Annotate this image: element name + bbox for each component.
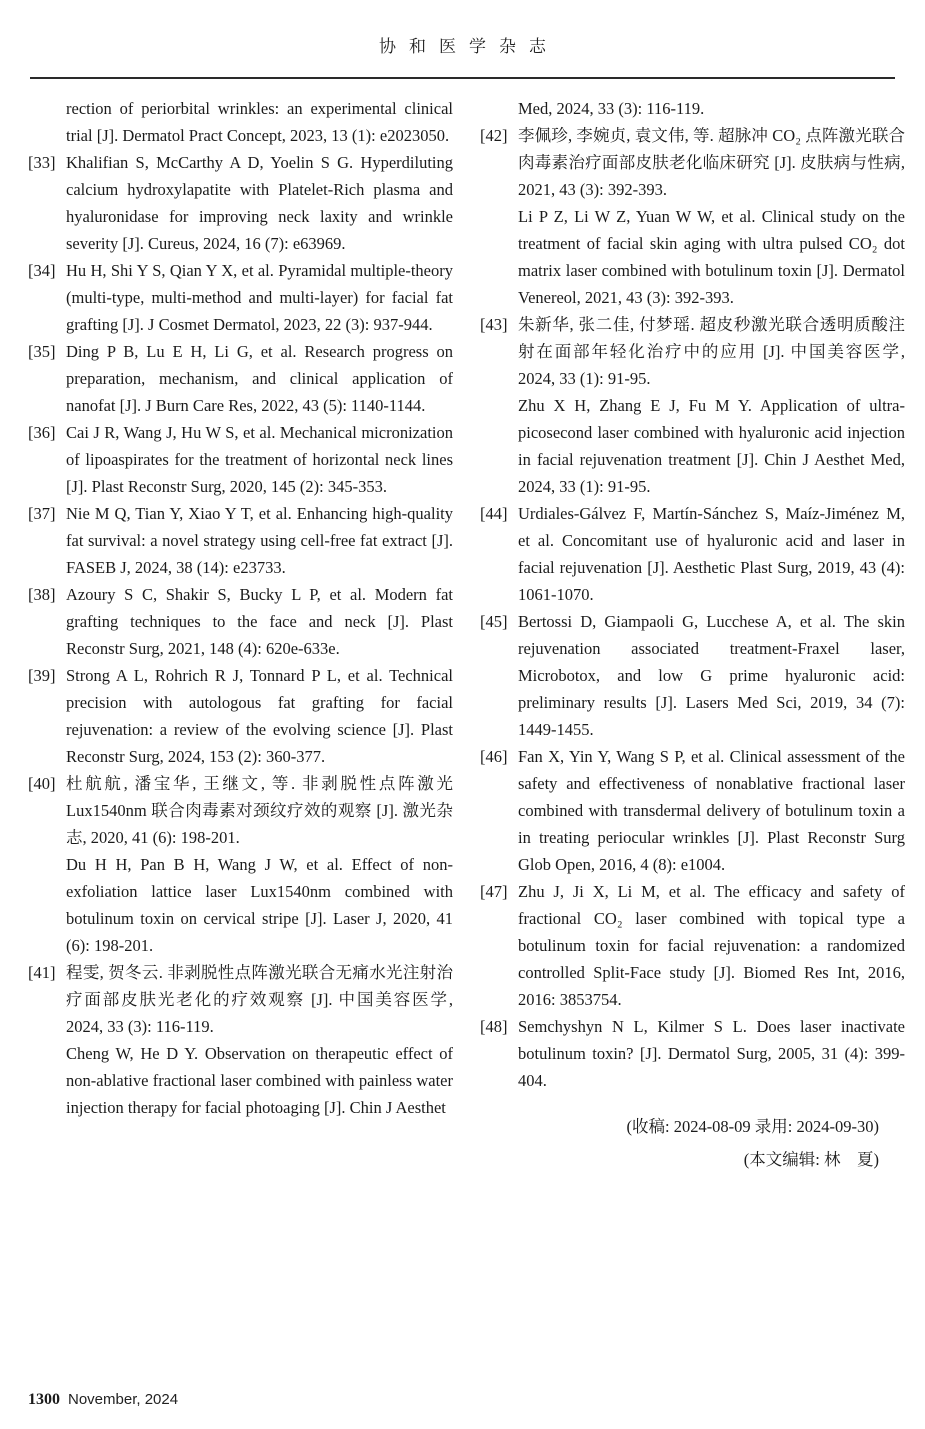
reference-text-zh: 朱新华, 张二佳, 付梦瑶. 超皮秒激光联合透明质酸注射在面部年轻化治疗中的应用 [J]. 中国美容医学, 2024, 33 (1): 91-95.	[518, 315, 905, 388]
reference-item-36	[28, 419, 453, 500]
reference-text: Ding P B, Lu E H, Li G, et al. Research progress on preparation, mechanism, and clinical application of nanofat [J]. J Burn Care Res, 2022, 43 (5): 1140-1144.	[66, 342, 453, 415]
reference-text: Zhu J, Ji X, Li M, et al. The efficacy and safety of fractional CO₂ laser combined with topical type a botulinum toxin for facial rejuvenation: a randomized controlled Split-Face study [J]. Biomed Res Int, 2016, 2016: 3853754.	[518, 882, 905, 1009]
reference-number: [40]	[28, 774, 56, 793]
reference-number: [36]	[28, 423, 56, 442]
reference-item-44	[480, 500, 905, 608]
reference-number: [35]	[28, 342, 56, 361]
reference-number: [48]	[480, 1017, 508, 1036]
received-accepted-note: (收稿: 2024-08-09 录用: 2024-09-30)	[626, 1117, 879, 1136]
left-column	[28, 95, 453, 1176]
reference-item-46	[480, 743, 905, 878]
reference-text: Hu H, Shi Y S, Qian Y X, et al. Pyramidal multiple-theory (multi-type, multi-method and multi-layer) for facial fat grafting [J]. J Cosmet Dermatol, 2023, 22 (3): 937-944.	[66, 261, 453, 334]
reference-number: [38]	[28, 585, 56, 604]
reference-text: Fan X, Yin Y, Wang S P, et al. Clinical assessment of the safety and effectiveness of nonablative fractional laser combined with transdermal delivery of botulinum toxin a in treating periocular wrinkles [J]. Plast Reconstr Surg Glob Open, 2016, 4 (8): e1004.	[518, 747, 905, 874]
reference-item-40	[28, 770, 453, 959]
reference-item-33	[28, 149, 453, 257]
reference-number: [43]	[480, 315, 508, 334]
reference-number: [34]	[28, 261, 56, 280]
manuscript-notes	[480, 1110, 905, 1176]
reference-text-zh: 杜航航, 潘宝华, 王继文, 等. 非剥脱性点阵激光 Lux1540nm 联合肉毒素对颈纹疗效的观察 [J]. 激光杂志, 2020, 41 (6): 198-201.	[66, 774, 453, 847]
page-footer	[28, 1391, 178, 1409]
reference-number: [41]	[28, 963, 56, 982]
reference-number: [42]	[480, 126, 508, 145]
references-section	[0, 79, 925, 1176]
reference-text-en: Zhu X H, Zhang E J, Fu M Y. Application of ultra-picosecond laser combined with hyaluronic acid injection in facial rejuvenation treatment [J]. Chin J Aesthet Med, 2024, 33 (1): 91-95.	[518, 396, 905, 496]
page-number: 1300	[28, 1391, 60, 1408]
reference-number: [44]	[480, 504, 508, 523]
journal-title: 协和医学杂志	[379, 37, 559, 56]
reference-number: [37]	[28, 504, 56, 523]
reference-number: [47]	[480, 882, 508, 901]
reference-text-en: Du H H, Pan B H, Wang J W, et al. Effect of non-exfoliation lattice laser Lux1540nm combined with botulinum toxin on cervical stripe [J]. Laser J, 2020, 41 (6): 198-201.	[66, 855, 453, 955]
reference-text-zh: 程雯, 贺冬云. 非剥脱性点阵激光联合无痛水光注射治疗面部皮肤光老化的疗效观察 [J]. 中国美容医学, 2024, 33 (3): 116-119.	[66, 963, 453, 1036]
reference-text: Med, 2024, 33 (3): 116-119.	[518, 99, 705, 118]
reference-item-48	[480, 1013, 905, 1094]
reference-text-en: Li P Z, Li W Z, Yuan W W, et al. Clinical study on the treatment of facial skin aging with ultra pulsed CO₂ dot matrix laser combined with botulinum toxin [J]. Dermatol Venereol, 2021, 43 (3): 392-393.	[518, 207, 905, 307]
reference-item-47	[480, 878, 905, 1013]
reference-number: [45]	[480, 612, 508, 631]
reference-text: Nie M Q, Tian Y, Xiao Y T, et al. Enhancing high-quality fat survival: a novel strategy using cell-free fat extract [J]. FASEB J, 2024, 38 (14): e23733.	[66, 504, 453, 577]
right-column	[480, 95, 905, 1176]
reference-item-39	[28, 662, 453, 770]
reference-text: Semchyshyn N L, Kilmer S L. Does laser inactivate botulinum toxin? [J]. Dermatol Surg, 2005, 31 (4): 399-404.	[518, 1017, 905, 1090]
reference-text-en: Cheng W, He D Y. Observation on therapeutic effect of non-ablative fractional laser combined with painless water injection therapy for facial photoaging [J]. Chin J Aesthet	[66, 1044, 453, 1117]
issue-date: November, 2024	[68, 1391, 179, 1408]
reference-item-41	[28, 959, 453, 1121]
reference-continuation	[480, 95, 905, 122]
reference-item-34	[28, 257, 453, 338]
editor-note: (本文编辑: 林 夏)	[743, 1150, 879, 1169]
reference-text: rection of periorbital wrinkles: an experimental clinical trial [J]. Dermatol Pract Concept, 2023, 13 (1): e2023050.	[66, 99, 453, 145]
reference-text-zh: 李佩珍, 李婉贞, 袁文伟, 等. 超脉冲 CO₂ 点阵激光联合肉毒素治疗面部皮肤老化临床研究 [J]. 皮肤病与性病, 2021, 43 (3): 392-393.	[518, 126, 905, 199]
reference-item-42	[480, 122, 905, 311]
reference-item-35	[28, 338, 453, 419]
reference-number: [33]	[28, 153, 56, 172]
reference-item-37	[28, 500, 453, 581]
reference-text: Strong A L, Rohrich R J, Tonnard P L, et al. Technical precision with autologous fat grafting for facial rejuvenation: a review of the evolving science [J]. Plast Reconstr Surg, 2024, 153 (2): 360-377.	[66, 666, 453, 766]
reference-number: [39]	[28, 666, 56, 685]
reference-text: Khalifian S, McCarthy A D, Yoelin S G. Hyperdiluting calcium hydroxylapatite with Platelet-Rich plasma and hyaluronidase for improving neck laxity and wrinkle severity [J]. Cureus, 2024, 16 (7): e63969.	[66, 153, 453, 253]
reference-item-38	[28, 581, 453, 662]
reference-text: Bertossi D, Giampaoli G, Lucchese A, et al. The skin rejuvenation associated treatment-Fraxel laser, Microbotox, and low G prime hyaluronic acid: preliminary results [J]. Lasers Med Sci, 2019, 34 (7): 1449-1455.	[518, 612, 905, 739]
reference-item-43	[480, 311, 905, 500]
reference-number: [46]	[480, 747, 508, 766]
reference-text: Urdiales-Gálvez F, Martín-Sánchez S, Maíz-Jiménez M, et al. Concomitant use of hyaluronic acid and laser in facial rejuvenation [J]. Aesthetic Plast Surg, 2019, 43 (4): 1061-1070.	[518, 504, 905, 604]
reference-continuation	[28, 95, 453, 149]
reference-text: Azoury S C, Shakir S, Bucky L P, et al. Modern fat grafting techniques to the face and neck [J]. Plast Reconstr Surg, 2021, 148 (4): 620e-633e.	[66, 585, 453, 658]
reference-text: Cai J R, Wang J, Hu W S, et al. Mechanical micronization of lipoaspirates for the treatment of horizontal neck lines [J]. Plast Reconstr Surg, 2020, 145 (2): 345-353.	[66, 423, 453, 496]
reference-item-45	[480, 608, 905, 743]
